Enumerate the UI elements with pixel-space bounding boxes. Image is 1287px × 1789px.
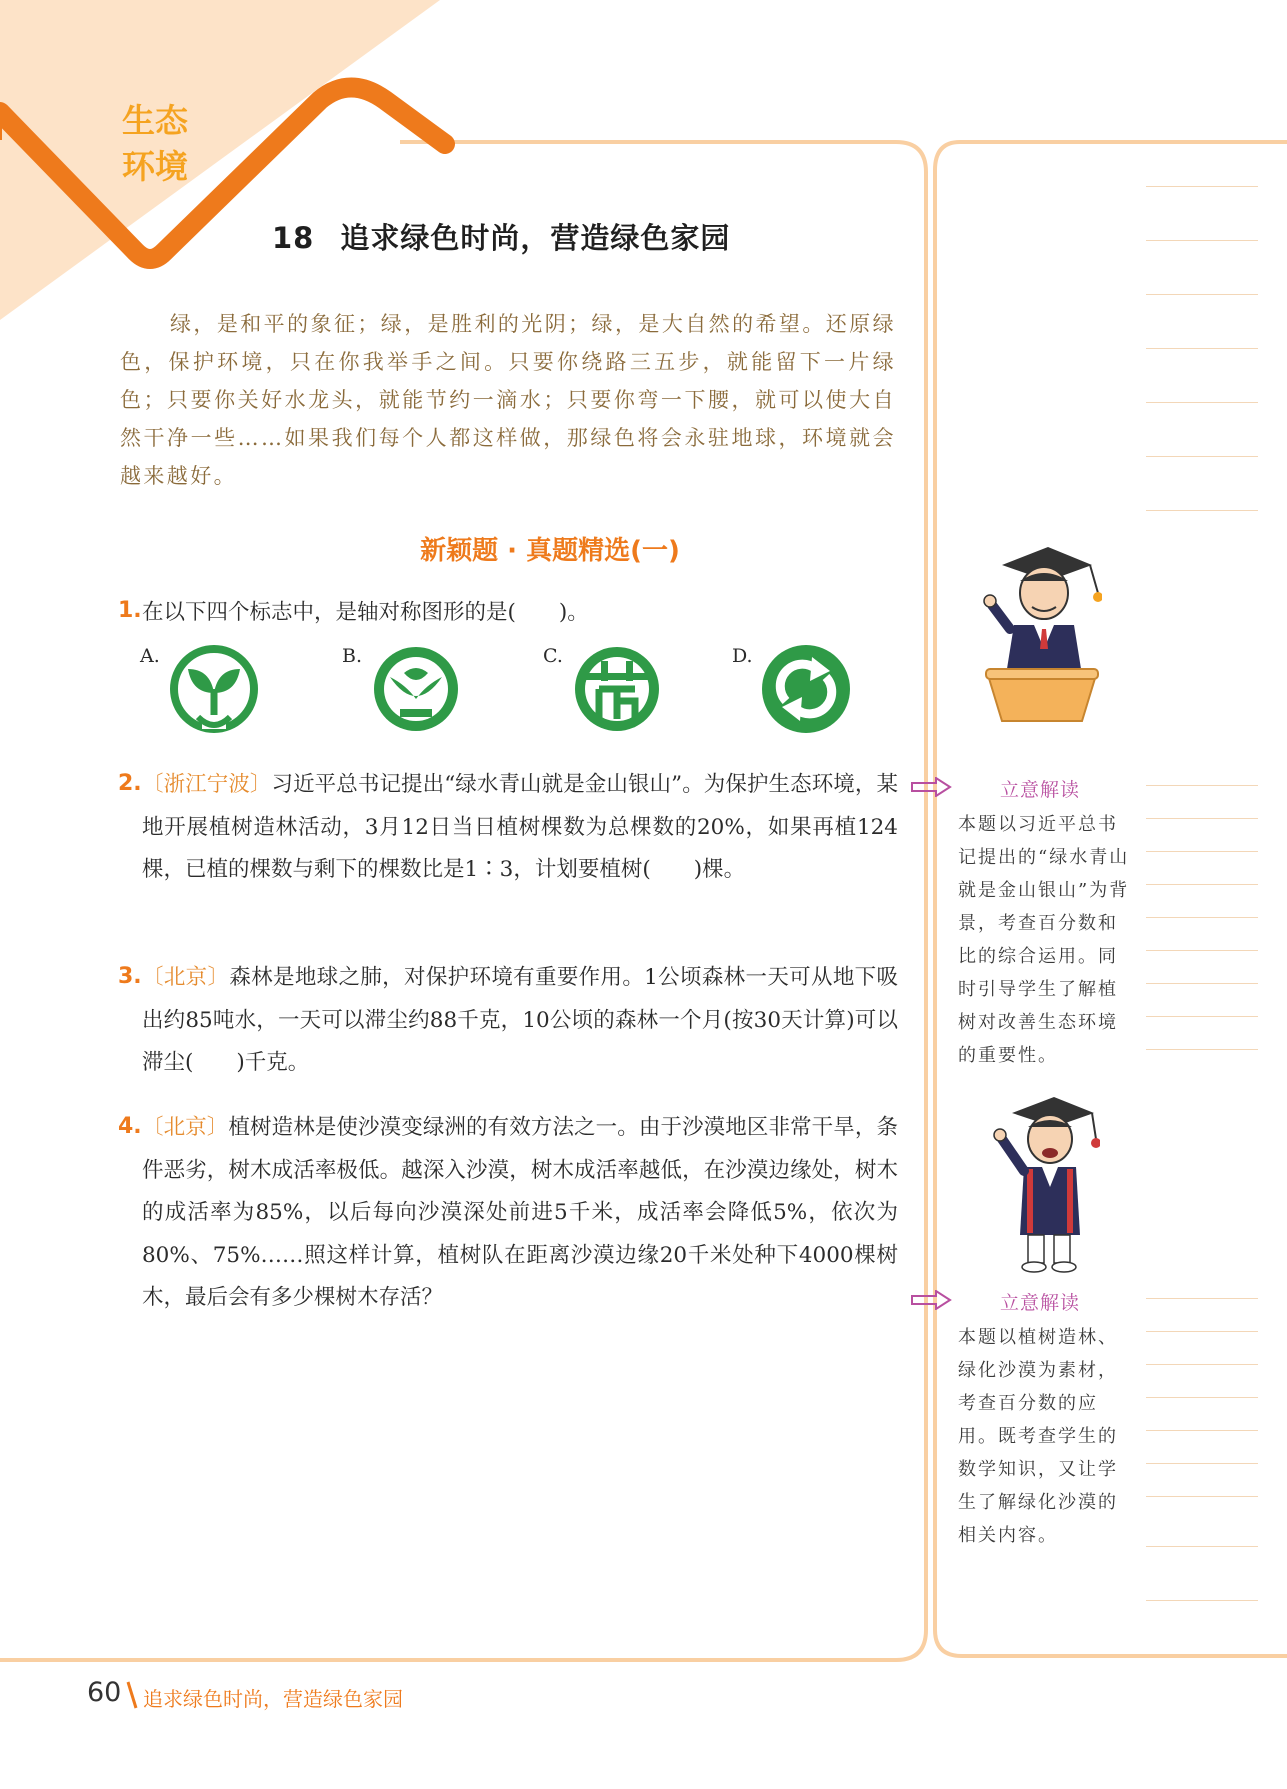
side-ruled-line bbox=[1146, 950, 1258, 951]
lesson-title-text: 追求绿色时尚，营造绿色家园 bbox=[340, 221, 731, 255]
side-ruled-line bbox=[1146, 456, 1258, 457]
option-d-label: D. bbox=[732, 645, 753, 667]
question-2-body: 习近平总书记提出“绿水青山就是金山银山”。为保护生态环境，某地开展植树造林活动，3月12日当日植树棵数为总棵数的20%，如果再植124棵，已植的棵数与剩下的棵数比是1∶3，计划要植树( )棵。 bbox=[142, 772, 898, 882]
green-food-logo-icon bbox=[370, 643, 462, 735]
side-ruled-line bbox=[1146, 240, 1258, 241]
side-ruled-line bbox=[1146, 851, 1258, 852]
section-heading: 新颖题 · 真题精选(一) bbox=[420, 536, 680, 566]
side-ruled-line bbox=[1146, 510, 1258, 511]
option-c-label: C. bbox=[543, 645, 563, 667]
lesson-number: 18 bbox=[272, 221, 315, 255]
side-ruled-line bbox=[1146, 884, 1258, 885]
note-2-heading: 立意解读 bbox=[1000, 1292, 1081, 1314]
side-ruled-line bbox=[1146, 186, 1258, 187]
note-1-heading: 立意解读 bbox=[1000, 779, 1081, 801]
side-ruled-line bbox=[1146, 1397, 1258, 1398]
side-ruled-line bbox=[1146, 1331, 1258, 1332]
question-4-number: 4. bbox=[118, 1114, 142, 1139]
running-title: 追求绿色时尚，营造绿色家园 bbox=[143, 1687, 403, 1711]
side-ruled-line bbox=[1146, 294, 1258, 295]
question-2-source: 〔浙江宁波〕 bbox=[142, 772, 272, 797]
sprout-logo-icon bbox=[168, 643, 260, 735]
side-ruled-line bbox=[1146, 402, 1258, 403]
question-3-source: 〔北京〕 bbox=[142, 965, 230, 990]
note-2-body: 本题以植树造林、绿化沙漠为素材，考查百分数的应用。既考查学生的数学知识，又让学生了解绿化沙漠的相关内容。 bbox=[958, 1327, 1118, 1546]
side-ruled-line bbox=[1146, 1430, 1258, 1431]
option-b-label: B. bbox=[342, 645, 363, 667]
side-ruled-line bbox=[1146, 348, 1258, 349]
page-number: 60 bbox=[87, 1677, 122, 1708]
side-ruled-line bbox=[1146, 1546, 1258, 1547]
side-ruled-line bbox=[1146, 1364, 1258, 1365]
question-4-source: 〔北京〕 bbox=[142, 1115, 229, 1140]
side-ruled-line bbox=[1146, 1463, 1258, 1464]
question-3-text bbox=[142, 957, 898, 1085]
side-ruled-line bbox=[1146, 1049, 1258, 1050]
side-ruled-line bbox=[1146, 1600, 1258, 1601]
pointer-arrow-icon bbox=[910, 1290, 954, 1310]
question-3-body: 森林是地球之肺，对保护环境有重要作用。1公顷森林一天可从地下吸出约85吨水，一天可以滞尘约88千克，10公顷的森林一个月(按30天计算)可以滞尘( )千克。 bbox=[142, 965, 898, 1075]
intro-paragraph: 绿，是和平的象征；绿，是胜利的光阴；绿，是大自然的希望。还原绿色，保护环境，只在你我举手之间。只要你绕路三五步，就能留下一片绿色；只要你关好水龙头，就能节约一滴水；只要你弯一下腰，就可以使大自然干净一些……如果我们每个人都这样做，那绿色将会永驻地球，环境就会越来越好。 bbox=[120, 312, 896, 488]
side-ruled-line bbox=[1146, 1016, 1258, 1017]
question-3-number: 3. bbox=[118, 964, 142, 989]
pointer-arrow-icon bbox=[910, 777, 954, 797]
energy-saving-logo-icon bbox=[571, 643, 663, 735]
footer-divider-icon bbox=[125, 1680, 139, 1710]
side-ruled-line bbox=[1146, 818, 1258, 819]
note-1-body: 本题以习近平总书记提出的“绿水青山就是金山银山”为背景，考查百分数和比的综合运用。同时引导学生了解植树对改善生态环境的重要性。 bbox=[958, 814, 1130, 1066]
question-4-text bbox=[142, 1107, 898, 1320]
side-ruled-line bbox=[1146, 1298, 1258, 1299]
question-1-text: 在以下四个标志中，是轴对称图形的是( )。 bbox=[142, 600, 589, 625]
side-ruled-line bbox=[1146, 983, 1258, 984]
side-ruled-line bbox=[1146, 785, 1258, 786]
question-2-text bbox=[142, 764, 898, 892]
option-a-label: A. bbox=[140, 645, 160, 667]
lesson-title bbox=[272, 216, 730, 257]
side-ruled-line bbox=[1146, 917, 1258, 918]
side-ruled-line bbox=[1146, 1496, 1258, 1497]
question-1-number: 1. bbox=[118, 598, 142, 623]
question-4-body: 植树造林是使沙漠变绿洲的有效方法之一。由于沙漠地区非常干旱，条件恶劣，树木成活率极低。越深入沙漠，树木成活率越低，在沙漠边缘处，树木的成活率为85%，以后每向沙漠深处前进5千米，成活率会降低5%，依次为80%、75%……照这样计算，植树队在距离沙漠边缘20千米处种下4000棵树木，最后会有多少棵树木存活？ bbox=[142, 1115, 898, 1310]
section-tag: 生态 环境 bbox=[122, 101, 188, 186]
question-2-number: 2. bbox=[118, 771, 142, 796]
teacher-at-podium-illustration bbox=[982, 545, 1102, 725]
teacher-standing-illustration bbox=[990, 1095, 1100, 1275]
recycle-logo-icon bbox=[760, 643, 852, 735]
